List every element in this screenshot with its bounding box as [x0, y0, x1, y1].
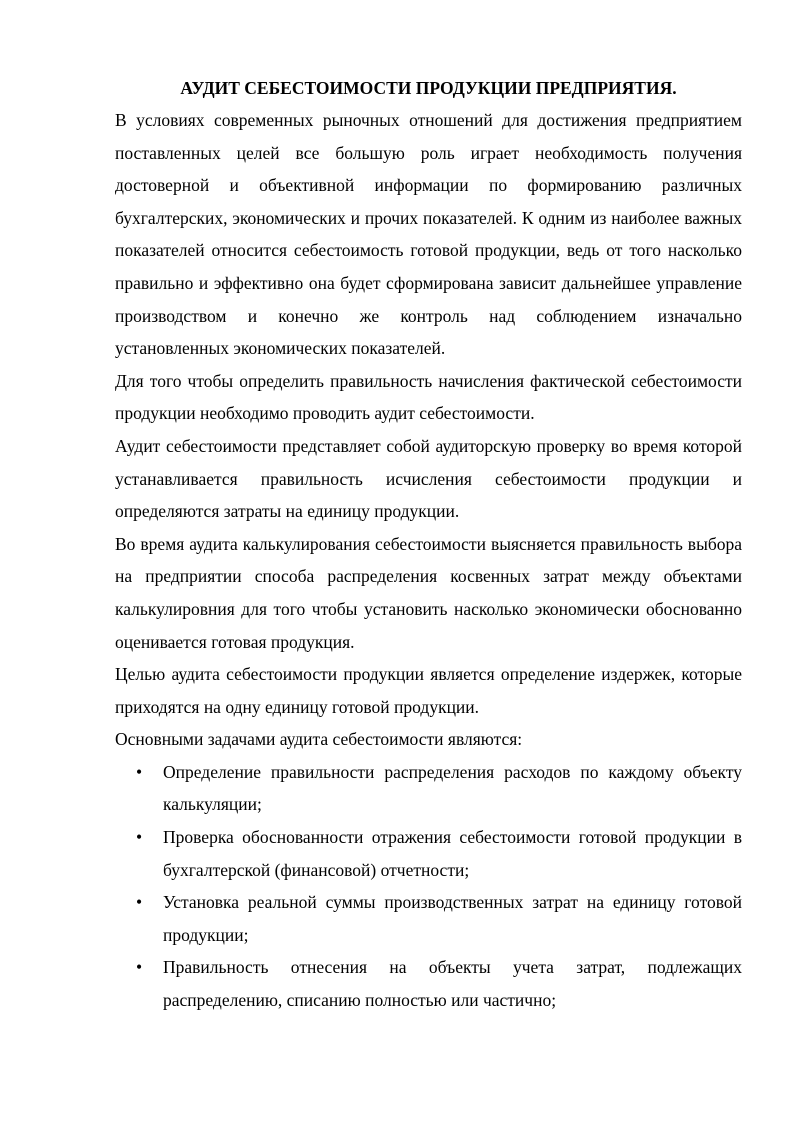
paragraph-calculation: Во время аудита калькулирования себестоимости выясняется правильность выбора на предприятии способа распределения косвенных затрат между объектами калькулировния для того чтобы установить насколько экономически обоснованно оценивается готовая продукция. — [115, 533, 742, 652]
list-item — [115, 886, 742, 951]
list-item-text: Определение правильности распределения расходов по каждому объекту калькуляции; — [163, 761, 742, 815]
list-item — [115, 951, 742, 1016]
document-page — [115, 72, 742, 1017]
tasks-list — [115, 756, 742, 1017]
list-item-text: Правильность отнесения на объекты учета затрат, подлежащих распределению, списанию полностью или частично; — [163, 957, 742, 1011]
document-title: АУДИТ СЕБЕСТОИМОСТИ ПРОДУКЦИИ ПРЕДПРИЯТИЯ. — [180, 78, 677, 98]
list-item-text: Проверка обоснованности отражения себестоимости готовой продукции в бухгалтерской (финансовой) отчетности; — [163, 827, 742, 880]
list-item — [115, 756, 742, 821]
bullet-icon: • — [136, 957, 143, 978]
list-item-text: Установка реальной суммы производственных затрат на единицу готовой продукции; — [163, 892, 742, 945]
bullet-icon: • — [136, 892, 143, 913]
paragraph-tasks-intro: Основными задачами аудита себестоимости являются: — [115, 729, 523, 750]
bullet-icon: • — [136, 827, 143, 848]
paragraph-definition: Аудит себестоимости представляет собой аудиторскую проверку во время которой устанавливается правильность исчисления себестоимости продукции и определяются затраты на единицу продукции. — [115, 435, 742, 522]
paragraph-intro: В условиях современных рыночных отношений для достижения предприятием поставленных целей все большую роль играет необходимость получения достоверной и объективной информации по формированию различных бухгалтерских, экономических и прочих показателей. К одним из наиболее важных показателей относится себестоимость готовой продукции, ведь от того насколько правильно и эффективно она будет сформирована зависит дальнейшее управление производством и конечно же контроль над соблюдением изначально установленных экономических показателей. — [115, 110, 742, 359]
list-item — [115, 821, 742, 886]
paragraph-goal: Целью аудита себестоимости продукции является определение издержек, которые приходятся на одну единицу готовой продукции. — [115, 664, 742, 717]
paragraph-purpose: Для того чтобы определить правильность начисления фактической себестоимости продукции необходимо проводить аудит себестоимости. — [115, 370, 742, 424]
bullet-icon: • — [136, 761, 143, 782]
